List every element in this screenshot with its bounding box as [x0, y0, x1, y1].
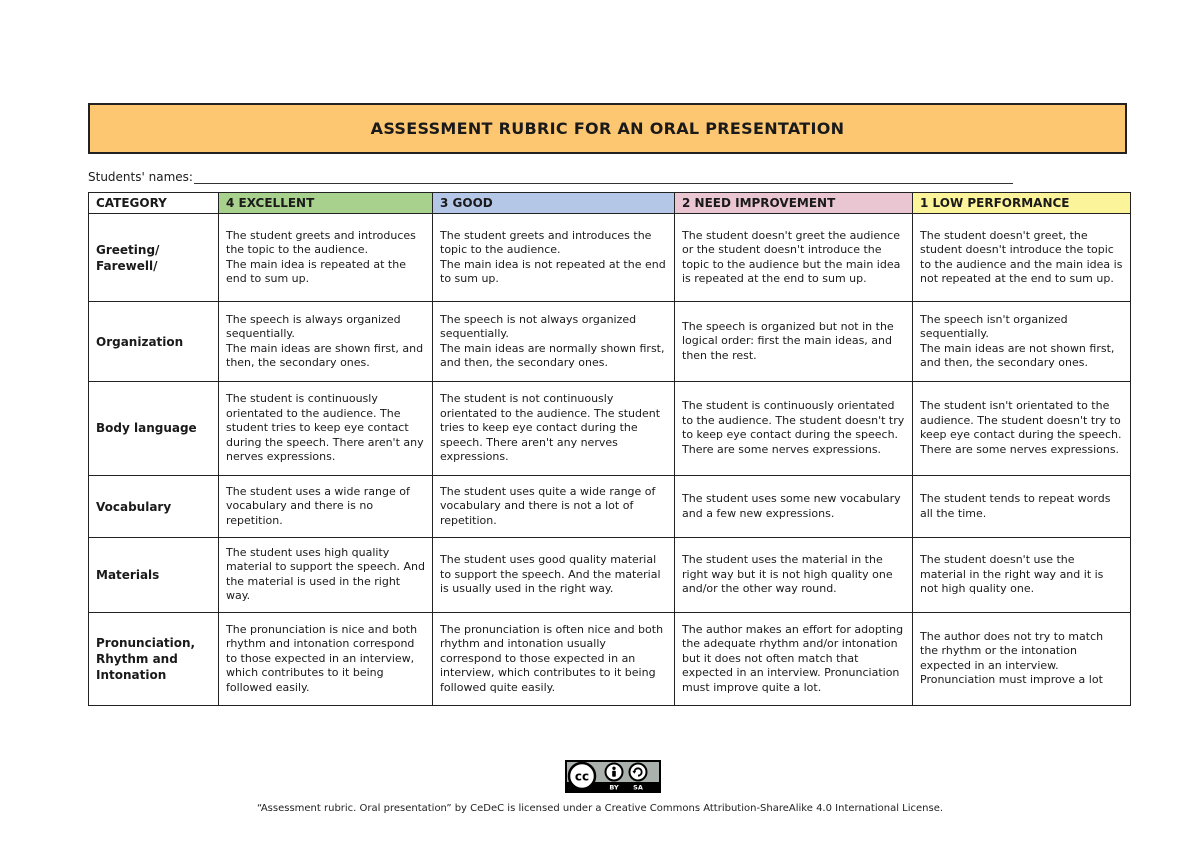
table-row — [89, 302, 1131, 381]
page-title: ASSESSMENT RUBRIC FOR AN ORAL PRESENTATION — [370, 119, 845, 138]
rubric-cell: The student uses quite a wide range of vocabulary and there is not a lot of repetition. — [433, 476, 675, 538]
table-row — [89, 476, 1131, 538]
sa-label: SA — [633, 783, 643, 791]
rubric-cell: The student is continuously orientated to the audience. The student tries to keep eye contact during the speech. There aren't any nerves expressions. — [219, 381, 433, 475]
rubric-cell: The student isn't orientated to the audience. The student doesn't try to keep eye contact during the speech. There are some nerves expressions. — [913, 381, 1131, 475]
table-row — [89, 214, 1131, 302]
header-good: 3 GOOD — [433, 193, 675, 214]
rubric-cell: The pronunciation is nice and both rhythm and intonation correspond to those expected in an interview, which contributes to it being followed easily. — [219, 612, 433, 705]
students-names-line — [194, 169, 1013, 184]
rubric-cell: The pronunciation is often nice and both rhythm and intonation usually correspond to those expected in an interview, which contributes to it being followed quite easily. — [433, 612, 675, 705]
creative-commons-by-sa-icon — [565, 760, 661, 793]
page-title-banner — [88, 103, 1127, 154]
row-category: Organization — [89, 302, 219, 381]
rubric-cell: The student greets and introduces the topic to the audience. The main idea is not repeated at the end to sum up. — [433, 214, 675, 302]
rubric-cell: The student uses the material in the right way but it is not high quality one and/or the other way round. — [675, 538, 913, 612]
header-excellent: 4 EXCELLENT — [219, 193, 433, 214]
rubric-cell: The speech is always organized sequentially. The main ideas are shown first, and then, the secondary ones. — [219, 302, 433, 381]
rubric-cell: The student doesn't use the material in the right way and it is not high quality one. — [913, 538, 1131, 612]
students-names-field — [88, 166, 1013, 184]
rubric-cell: The student doesn't greet the audience or the student doesn't introduce the topic to the audience but the main idea is repeated at the end to sum up. — [675, 214, 913, 302]
rubric-cell: The student doesn't greet, the student doesn't introduce the topic to the audience and the main idea is not repeated at the end to sum up. — [913, 214, 1131, 302]
rubric-cell: The speech isn't organized sequentially. The main ideas are not shown first, and then, the secondary ones. — [913, 302, 1131, 381]
row-category: Greeting/ Farewell/ — [89, 214, 219, 302]
cc-logo-letters: cc — [574, 769, 590, 784]
rubric-table — [88, 192, 1131, 706]
rubric-cell: The student is not continuously orientated to the audience. The student tries to keep eye contact during the speech. There aren't any nerves expressions. — [433, 381, 675, 475]
table-row — [89, 612, 1131, 705]
rubric-cell: The speech is not always organized sequentially. The main ideas are normally shown first, and then, the secondary ones. — [433, 302, 675, 381]
header-need-improvement: 2 NEED IMPROVEMENT — [675, 193, 913, 214]
header-category: CATEGORY — [89, 193, 219, 214]
row-category: Vocabulary — [89, 476, 219, 538]
license-notice: “Assessment rubric. Oral presentation” by CeDeC is licensed under a Creative Commons Attribution-ShareAlike 4.0 International License. — [256, 803, 944, 814]
rubric-cell: The student uses high quality material to support the speech. And the material is used in the right way. — [219, 538, 433, 612]
header-low-performance: 1 LOW PERFORMANCE — [913, 193, 1131, 214]
table-row — [89, 381, 1131, 475]
rubric-cell: The student uses good quality material to support the speech. And the material is usually used in the right way. — [433, 538, 675, 612]
rubric-cell: The speech is organized but not in the logical order: first the main ideas, and then the rest. — [675, 302, 913, 381]
cc-badge-graphic — [567, 762, 659, 791]
sa-share-alike-icon — [630, 764, 647, 781]
rubric-cell: The author makes an effort for adopting the adequate rhythm and/or intonation but it does not often match that expected in an interview. Pronunciation must improve quite a lot. — [675, 612, 913, 705]
row-category: Body language — [89, 381, 219, 475]
rubric-cell: The student uses some new vocabulary and a few new expressions. — [675, 476, 913, 538]
rubric-cell: The student greets and introduces the topic to the audience. The main idea is repeated at the end to sum up. — [219, 214, 433, 302]
row-category: Materials — [89, 538, 219, 612]
rubric-header-row — [89, 193, 1131, 214]
rubric-cell: The student tends to repeat words all the time. — [913, 476, 1131, 538]
rubric-cell: The student uses a wide range of vocabulary and there is no repetition. — [219, 476, 433, 538]
students-names-label: Students' names: — [88, 170, 193, 184]
rubric-cell: The student is continuously orientated to the audience. The student doesn't try to keep eye contact during the speech. There are some nerves expressions. — [675, 381, 913, 475]
by-label: BY — [609, 783, 619, 791]
table-row — [89, 538, 1131, 612]
rubric-cell: The author does not try to match the rhythm or the intonation expected in an interview. Pronunciation must improve a lot — [913, 612, 1131, 705]
row-category: Pronunciation, Rhythm and Intonation — [89, 612, 219, 705]
